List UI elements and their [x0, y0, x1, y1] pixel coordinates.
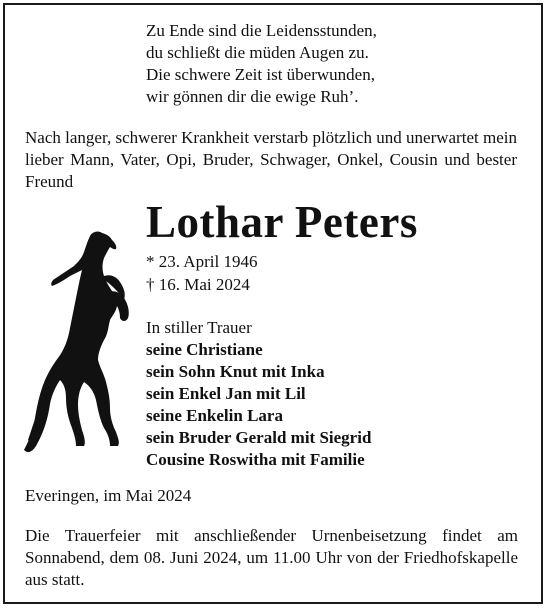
mourner: sein Bruder Gerald mit Siegrid	[146, 428, 372, 447]
mourners	[146, 317, 371, 471]
mourner: Cousine Roswitha mit Familie	[146, 450, 365, 469]
deceased-name: Lothar Peters	[146, 197, 418, 247]
mourner: sein Sohn Knut mit Inka	[146, 362, 325, 381]
poem-line: wir gönnen dir die ewige Ruh’.	[146, 87, 359, 106]
mourner: seine Christiane	[146, 340, 263, 359]
poem-line: Zu Ende sind die Leidensstunden,	[146, 21, 377, 40]
death-date: † 16. Mai 2024	[146, 275, 250, 294]
intro-text: Nach langer, schwerer Krankheit verstarb plötzlich und unerwartet mein lieber Mann, Vater, Opi, Bruder, Schwager, Onkel, Cousin und bester Freund	[25, 128, 517, 191]
place-and-date: Everingen, im Mai 2024	[25, 486, 192, 505]
life-dates	[146, 250, 257, 296]
mourner: seine Enkelin Lara	[146, 406, 283, 425]
poem-line: du schließt die müden Augen zu.	[146, 43, 369, 62]
poem-line: Die schwere Zeit ist überwunden,	[146, 65, 375, 84]
poem	[146, 20, 377, 108]
birth-date: * 23. April 1946	[146, 252, 258, 271]
mourner: sein Enkel Jan mit Lil	[146, 384, 306, 403]
rearing-horse-icon	[20, 228, 132, 460]
funeral-notice: Die Trauerfeier mit anschließender Urnenbeisetzung findet am Sonnabend, dem 08. Juni 2024, um 11.00 Uhr von der Friedhofskapelle aus statt.	[25, 526, 518, 589]
mourning-intro: In stiller Trauer	[146, 318, 252, 337]
